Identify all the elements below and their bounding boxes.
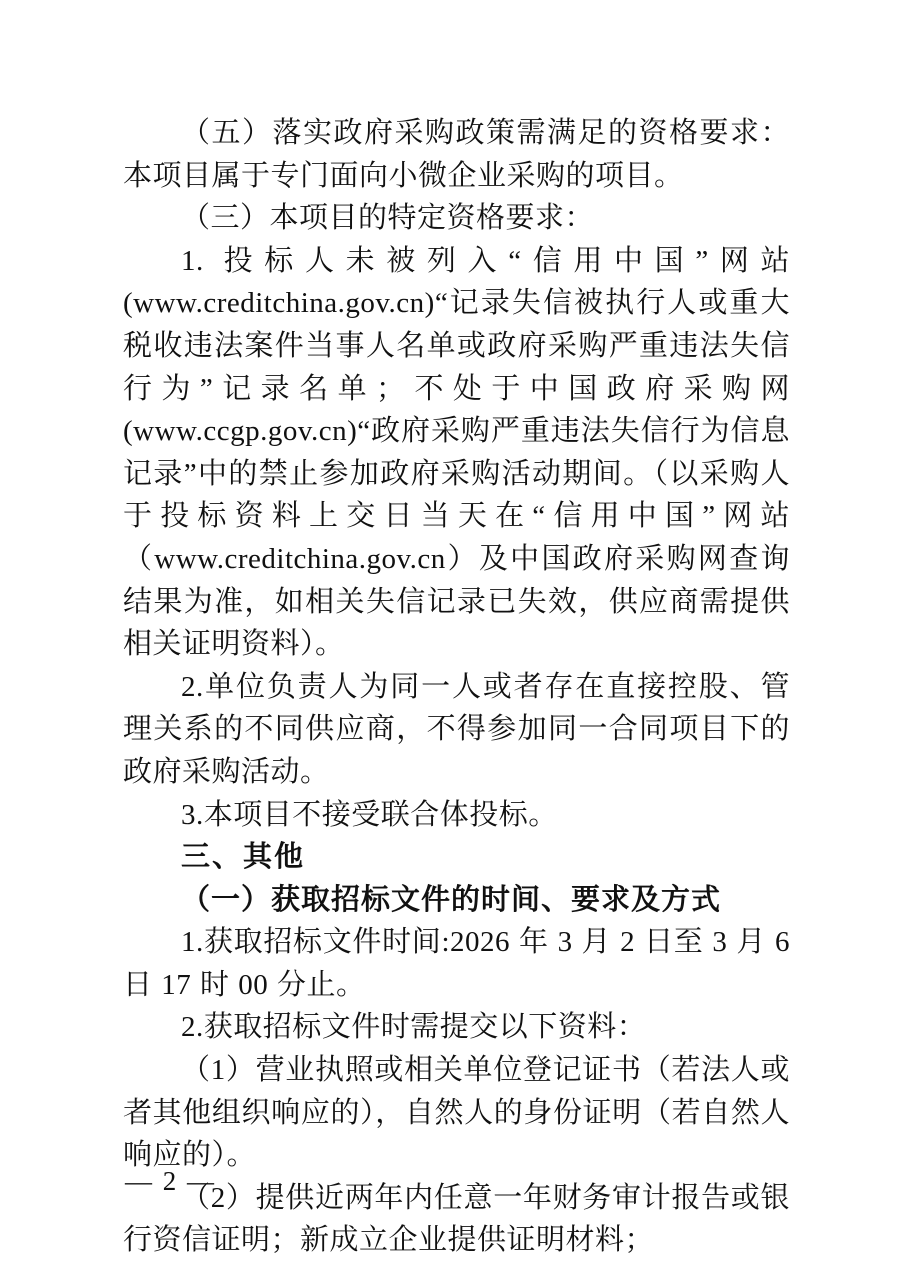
paragraph-qualification-policy: （五）落实政府采购政策需满足的资格要求：本项目属于专门面向小微企业采购的项目。 (123, 117, 790, 192)
paragraph-specific-qualification: （三）本项目的特定资格要求： (181, 202, 595, 235)
subsection-heading-obtain-docs: （一）获取招标文件的时间、要求及方式 (181, 883, 722, 916)
paragraph-same-person-rule: 2.单位负责人为同一人或者存在直接控股、管理关系的不同供应商，不得参加同一合同项目下的政府采购活动。 (123, 670, 790, 788)
paragraph-obtain-time: 1.获取招标文件时间:2026 年 3 月 2 日至 3 月 6 日 17 时 00 分止。 (123, 926, 790, 1001)
page-number: — 2 — (125, 1166, 216, 1196)
paragraph-material-finance: （2）提供近两年内任意一年财务审计报告或银行资信证明；新成立企业提供证明材料； (123, 1181, 790, 1257)
document-body (123, 112, 790, 1262)
paragraph-credit-china-rule: 1. 投标人未被列入“信用中国”网站(www.creditchina.gov.cn)“记录失信被执行人或重大税收违法案件当事人名单或政府采购严重违法失信行为”记录名单；不处于中国政府采购网(www.ccgp.gov.cn)“政府采购严重违法失信行为信息记录”中的禁止参加政府采购活动期间。（以采购人于投标资料上交日当天在“信用中国”网站（www.creditchina.gov.cn）及中国政府采购网查询结果为准，如相关失信记录已失效，供应商需提供相关证明资料）。 (123, 244, 790, 661)
paragraph-no-consortium: 3.本项目不接受联合体投标。 (181, 798, 558, 831)
paragraph-material-license: （1）营业执照或相关单位登记证书（若法人或者其他组织响应的），自然人的身份证明（若自然人响应的）。 (123, 1054, 790, 1172)
section-heading-other: 三、其他 (181, 841, 306, 874)
paragraph-required-materials: 2.获取招标文件时需提交以下资料： (181, 1011, 647, 1044)
